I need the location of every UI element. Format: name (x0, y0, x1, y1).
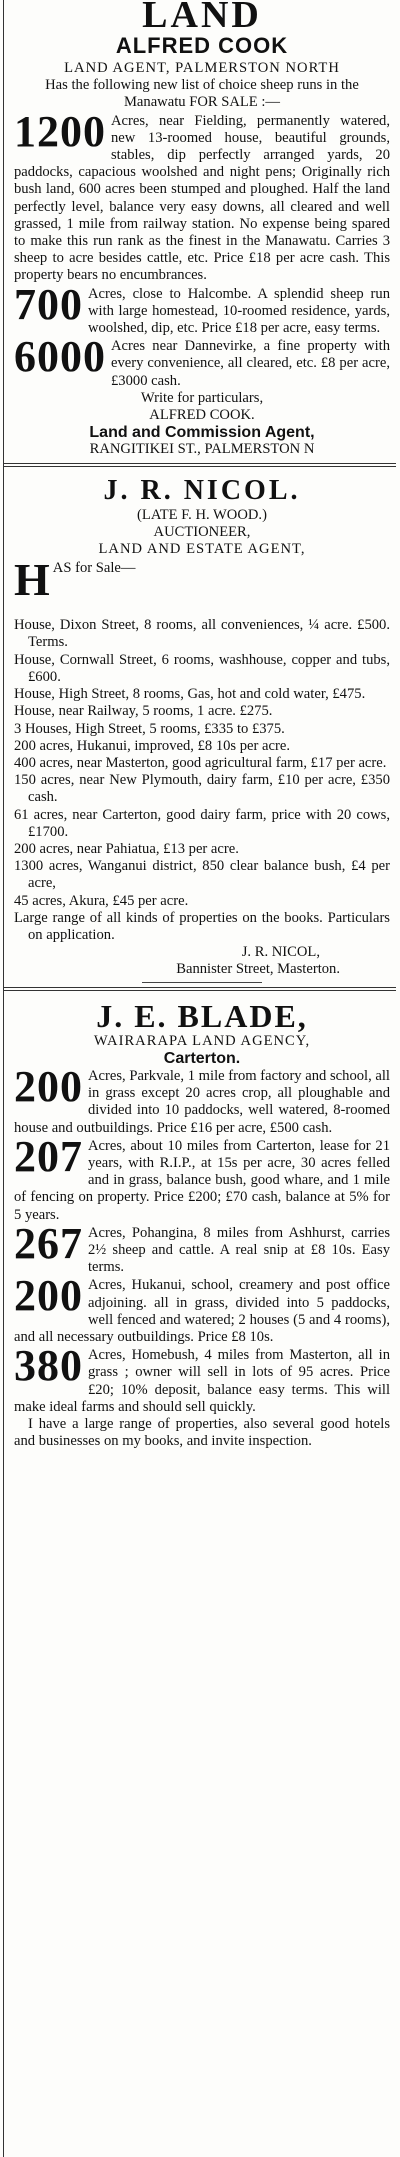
listing-acreage: 267 (14, 1218, 83, 1268)
ad-divider (4, 987, 396, 991)
advertiser-name: J. R. NICOL. (103, 474, 301, 506)
intro-line (14, 554, 390, 606)
listing-text: Acres, near Fielding, permanently watered, new 13-roomed house, beautiful grounds, stables, dip perfectly arranged yards, 20 paddocks, capacious woolshed and night pens; Originally rich bush land, 600 acres been stumped and ploughed. Half the land perfectly level, balance very easy downs, all cleared and well grassed, 1 mile from railway station. No expense being spared to make this run rank as the finest in the Manawatu. Carries 3 sheep to acre besides cattle, etc. Price £18 per acre cash. This property bears no encumbrances. (14, 112, 390, 284)
listing-acreage: 207 (14, 1131, 83, 1181)
agency-town: Carterton. (163, 1049, 241, 1067)
listing-item (14, 106, 390, 285)
listing-item (14, 1218, 390, 1277)
listing-item (14, 279, 390, 338)
list-item: 1300 acres, Wanganui district, 850 clear balance bush, £4 per acre, (14, 858, 390, 892)
listing-acreage: 1200 (14, 106, 106, 156)
listing-acreage: 200 (14, 1271, 83, 1321)
listing-item (14, 332, 390, 390)
write-for-text: Write for particulars, (140, 389, 264, 406)
address: Bannister Street, Masterton. (176, 961, 340, 978)
listing-item (14, 1271, 390, 1346)
list-item: 200 acres, Hukanui, improved, £8 10s per acre. (14, 737, 290, 754)
listing-acreage: 200 (14, 1061, 83, 1111)
listing-text: Acres, about 10 miles from Carterton, lease for 21 years, with R.I.P., at 15s per acre, 30 acres felled and in grass, balance bush, good whare, and 1 mile of fencing on property. Price £200; £70 cash, balance at 5% for 5 years. (14, 1137, 390, 1223)
advertiser-subtitle: LAND AGENT, PALMERSTON NORTH (64, 60, 340, 76)
list-item: 200 acres, near Pahiatua, £13 per acre. (14, 840, 239, 857)
list-item: 45 acres, Akura, £45 per acre. (14, 892, 189, 909)
listing-acreage: 700 (14, 279, 83, 329)
listing-item (14, 1131, 390, 1224)
ad-alfred-cook (14, 0, 390, 459)
listing-acreage: 380 (14, 1341, 83, 1391)
advertiser-late: (LATE F. H. WOOD.) (137, 506, 267, 523)
signature: J. R. NICOL, (241, 944, 320, 961)
ad-jr-nicol (14, 473, 390, 979)
listing-text: Acres, Homebush, 4 miles from Masterton, all in grass ; owner will sell in lots of 95 acres. Price £20; 10% deposit, balance easy terms. This will make ideal farms and should sell quickly. (14, 1347, 390, 1415)
agency-name: WAIRARAPA LAND AGENCY, (93, 1032, 311, 1049)
drop-cap: H (14, 554, 50, 606)
list-item: House, near Railway, 5 rooms, 1 acre. £275. (14, 703, 273, 720)
list-item: House, Dixon Street, 8 rooms, all conveniences, ¼ acre. £500. Terms. (14, 617, 390, 651)
advertiser-name: ALFRED COOK (115, 33, 289, 58)
list-item: Large range of all kinds of properties on the books. Particulars on application. (14, 909, 390, 943)
listing-text: Acres near Dannevirke, a fine property with every convenience, all cleared, etc. £8 per acre, £3000 cash. (111, 338, 390, 389)
listing-text: Acres, Hukanui, school, creamery and post office adjoining. all in grass, divided into 5 paddocks, well fenced and watered; 2 houses (5 and 4 rooms), and all necessary outbuildings. Price £8 10s. (14, 1277, 390, 1345)
list-item: 61 acres, near Carterton, good dairy farm, price with 20 cows, £1700. (14, 806, 390, 840)
footer-title: Land and Commission Agent, (89, 424, 315, 442)
list-item: 3 Houses, High Street, 5 rooms, £335 to £375. (14, 720, 285, 737)
advertiser-role: LAND AND ESTATE AGENT, (98, 541, 306, 558)
listing-item (14, 1061, 390, 1137)
list-item: House, Cornwall Street, 6 rooms, washhouse, copper and tubs, £600. (14, 651, 390, 685)
signature: ALFRED COOK. (149, 407, 255, 424)
intro-text: Has the following new list of choice sheep runs in the Manawatu FOR SALE :— (45, 77, 359, 111)
list-item: 150 acres, near New Plymouth, dairy farm, £10 per acre, £350 cash. (14, 772, 390, 806)
ad-divider (4, 463, 396, 467)
footer-address: RANGITIKEI ST., PALMERSTON N (89, 441, 315, 458)
closing-text: I have a large range of properties, also several good hotels and businesses on my books, and invite inspection. (14, 1416, 390, 1450)
advertiser-role: AUCTIONEER, (153, 523, 251, 540)
listing-text: Acres, Parkvale, 1 mile from factory and school, all in grass except 20 acres crop, all ploughable and divided into 10 paddocks, well watered, 8-roomed house and outbuildings. Price £16 per acre, £500 cash. (14, 1067, 390, 1136)
list-item: House, High Street, 8 rooms, Gas, hot and cold water, £475. (14, 686, 366, 703)
list-item: 400 acres, near Masterton, good agricultural farm, £17 per acre. (14, 754, 387, 771)
ad-heading-land: LAND (142, 0, 262, 36)
advertiser-name: J. E. BLADE, (96, 997, 308, 1034)
ad-divider (142, 982, 262, 983)
intro-text: AS for Sale— (52, 560, 136, 577)
listing-text: Acres, Pohangina, 8 miles from Ashhurst, carries 2½ sheep and cattle. A real snip at £8 10s. Easy terms. (88, 1224, 390, 1276)
newspaper-column (3, 0, 396, 2157)
ad-je-blade (14, 997, 390, 1451)
listing-item (14, 1341, 390, 1416)
listing-acreage: 6000 (14, 332, 106, 382)
listing-text: Acres, close to Halcombe. A splendid sheep run with large homestead, 10-roomed residence, yards, woolshed, dip, etc. Price £18 per acre, easy terms. (88, 285, 390, 337)
